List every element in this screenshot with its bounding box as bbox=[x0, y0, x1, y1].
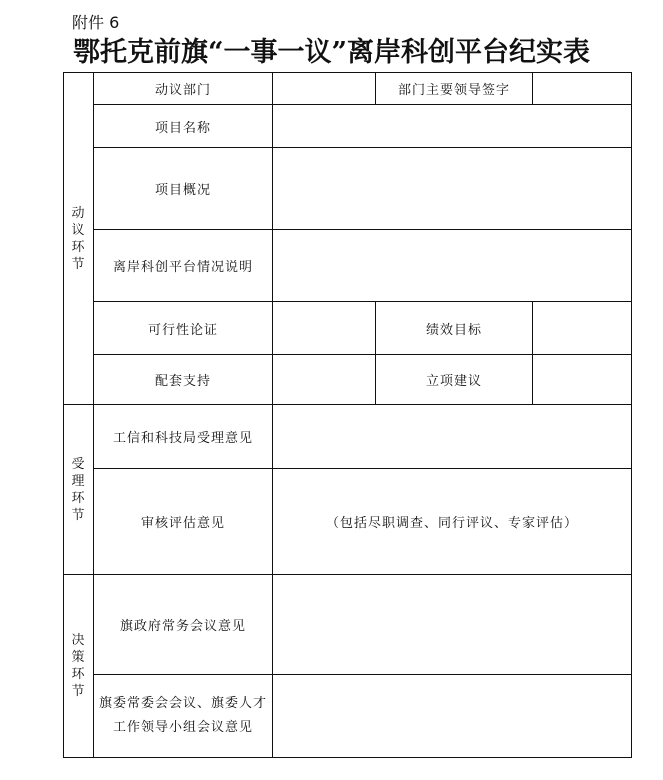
label-performance-target: 绩效目标 bbox=[376, 302, 533, 355]
label-project-overview: 项目概况 bbox=[94, 148, 273, 230]
label-bureau-opinion: 工信和科技局受理意见 bbox=[94, 405, 273, 469]
label-feasibility: 可行性论证 bbox=[94, 302, 273, 355]
field-supporting[interactable] bbox=[273, 355, 376, 405]
label-committee-meeting-line2: 工作领导小组会议意见 bbox=[112, 720, 253, 735]
page-title: 鄂托克前旗“一事一议”离岸科创平台纪实表 bbox=[72, 37, 591, 68]
field-gov-meeting[interactable] bbox=[273, 575, 632, 675]
field-project-name[interactable] bbox=[273, 105, 632, 148]
field-bureau-opinion[interactable] bbox=[273, 405, 632, 469]
field-performance-target[interactable] bbox=[533, 302, 632, 355]
field-department[interactable] bbox=[273, 73, 376, 105]
section-acceptance: 受理环节 bbox=[64, 405, 94, 575]
review-note[interactable]: （包括尽职调查、同行评议、专家评估） bbox=[273, 469, 632, 575]
field-project-approval[interactable] bbox=[533, 355, 632, 405]
section-decision: 决策环节 bbox=[64, 575, 94, 758]
section-initiation: 动议环节 bbox=[64, 73, 94, 405]
label-department: 动议部门 bbox=[94, 73, 273, 105]
field-feasibility[interactable] bbox=[273, 302, 376, 355]
field-project-overview[interactable] bbox=[273, 148, 632, 230]
label-platform-description: 离岸科创平台情况说明 bbox=[94, 230, 273, 302]
label-committee-meeting bbox=[94, 675, 273, 758]
record-form-table bbox=[63, 72, 632, 758]
label-project-approval: 立项建议 bbox=[376, 355, 533, 405]
label-committee-meeting-line1: 旗委常委会会议、旗委人才 bbox=[98, 696, 267, 711]
label-gov-meeting: 旗政府常务会议意见 bbox=[94, 575, 273, 675]
label-supporting: 配套支持 bbox=[94, 355, 273, 405]
label-project-name: 项目名称 bbox=[94, 105, 273, 148]
label-review-opinion: 审核评估意见 bbox=[94, 469, 273, 575]
label-leader-signature: 部门主要领导签字 bbox=[376, 73, 533, 105]
field-platform-description[interactable] bbox=[273, 230, 632, 302]
field-leader-signature[interactable] bbox=[533, 73, 632, 105]
field-committee-meeting[interactable] bbox=[273, 675, 632, 758]
attachment-label: 附件 6 bbox=[72, 13, 120, 32]
